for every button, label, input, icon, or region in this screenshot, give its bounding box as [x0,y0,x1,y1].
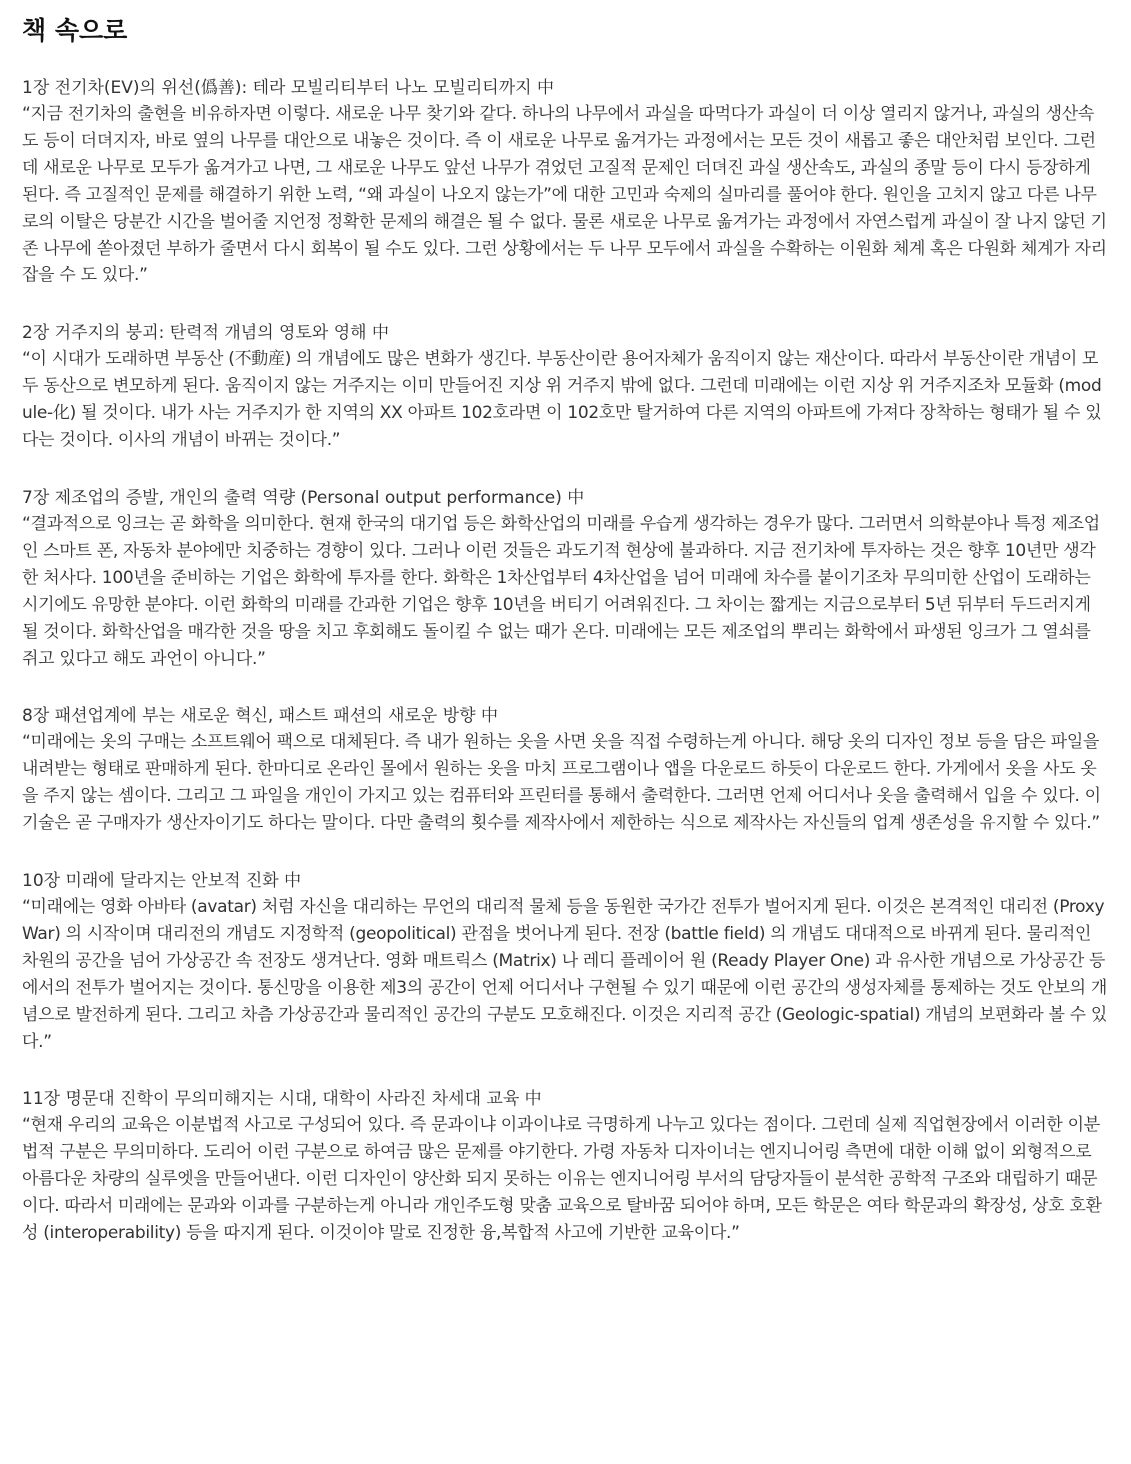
excerpt-quote: “미래에는 옷의 구매는 소프트웨어 팩으로 대체된다. 즉 내가 원하는 옷을 사면 옷을 직접 수령하는게 아니다. 해당 옷의 디자인 정보 등을 담은 파일을 내려받는 형태로 판매하게 된다. 한마디로 온라인 몰에서 원하는 옷을 마치 프로그램이나 앱을 다운로드 하듯이 다운로드 한다. 가게에서 옷을 사도 옷을 주지 않는 셈이다. 그리고 그 파일을 개인이 가지고 있는 컴퓨터와 프린터를 통해서 출력한다. 그러면 언제 어디서나 옷을 출력해서 입을 수 있다. 이 기술은 곧 구매자가 생산자이기도 하다는 말이다. 다만 출력의 횟수를 제작사에서 제한하는 식으로 제작사는 자신들의 업계 생존성을 유지할 수 있다.” [22,732,1101,834]
excerpt-heading: 8장 패션업계에 부는 새로운 혁신, 패스트 패션의 새로운 방향 中 [22,706,498,727]
excerpt-heading: 2장 거주지의 붕괴: 탄력적 개념의 영토와 영해 中 [22,323,389,344]
excerpt-chapter-8 [22,703,1109,837]
excerpt-chapter-7 [22,485,1109,672]
excerpt-quote: “미래에는 영화 아바타 (avatar) 처럼 자신을 대리하는 무언의 대리적 물체 등을 동원한 국가간 전투가 벌어지게 된다. 이것은 본격적인 대리전 (Proxy War) 의 시작이며 대리전의 개념도 지정학적 (geopolitical) 관점을 벗어나게 된다. 전장 (battle field) 의 개념도 대대적으로 바뀌게 된다. 물리적인 차원의 공간을 넘어 가상공간 속 전장도 생겨난다. 영화 매트릭스 (Matrix) 나 레디 플레이어 원 (Ready Player One) 과 유사한 개념으로 가상공간 등에서의 전투가 벌어지는 것이다. 통신망을 이용한 제3의 공간이 언제 어디서나 구현될 수 있기 때문에 이런 공간의 생성자체를 통제하는 것도 안보의 개념으로 발전하게 된다. 그리고 차츰 가상공간과 물리적인 공간의 구분도 모호해진다. 이것은 지리적 공간 (Geologic-spatial) 개념의 보편화라 볼 수 있다.” [22,897,1108,1052]
excerpt-chapter-11 [22,1086,1109,1247]
page-title: 책 속으로 [22,16,128,45]
excerpt-chapter-1 [22,75,1109,289]
excerpt-quote: “이 시대가 도래하면 부동산 (不動産) 의 개념에도 많은 변화가 생긴다. 부동산이란 용어자체가 움직이지 않는 재산이다. 따라서 부동산이란 개념이 모두 동산으로 변모하게 된다. 움직이지 않는 거주지는 이미 만들어진 지상 위 거주지 밖에 없다. 그런데 미래에는 이런 지상 위 거주지조차 모듈화 (module-化) 될 것이다. 내가 사는 거주지가 한 지역의 XX 아파트 102호라면 이 102호만 탈거하여 다른 지역의 아파트에 가져다 장착하는 형태가 될 수 있다는 것이다. 이사의 개념이 바뀌는 것이다.” [22,349,1102,451]
excerpt-quote: “지금 전기차의 출현을 비유하자면 이렇다. 새로운 나무 찾기와 같다. 하나의 나무에서 과실을 따먹다가 과실이 더 이상 열리지 않거나, 과실의 생산속도 등이 더뎌지자, 바로 옆의 나무를 대안으로 내놓은 것이다. 즉 이 새로운 나무로 옮겨가는 과정에서는 모든 것이 새롭고 좋은 대안처럼 보인다. 그런데 새로운 나무로 모두가 옮겨가고 나면, 그 새로운 나무도 앞선 나무가 겪었던 고질적 문제인 더뎌진 과실 생산속도, 과실의 종말 등이 다시 등장하게 된다. 즉 고질적인 문제를 해결하기 위한 노력, “왜 과실이 나오지 않는가”에 대한 고민과 숙제의 실마리를 풀어야 한다. 원인을 고치지 않고 다른 나무로의 이탈은 당분간 시간을 벌어줄 지언정 정확한 문제의 해결은 될 수 없다. 물론 새로운 나무로 옮겨가는 과정에서 자연스럽게 과실이 잘 나지 않던 기존 나무에 쏟아졌던 부하가 줄면서 다시 회복이 될 수도 있다. 그런 상황에서는 두 나무 모두에서 과실을 수확하는 이원화 체계 혹은 다원화 체계가 자리 잡을 수 도 있다.” [22,104,1107,286]
excerpt-heading: 11장 명문대 진학이 무의미해지는 시대, 대학이 사라진 차세대 교육 中 [22,1089,542,1110]
excerpt-heading: 7장 제조업의 증발, 개인의 출력 역량 (Personal output performance) 中 [22,487,585,508]
excerpt-chapter-10 [22,868,1109,1055]
excerpt-heading: 1장 전기차(EV)의 위선(僞善): 테라 모빌리티부터 나노 모빌리티까지 中 [22,78,554,98]
excerpt-quote: “현재 우리의 교육은 이분법적 사고로 구성되어 있다. 즉 문과이냐 이과이냐로 극명하게 나누고 있다는 점이다. 그런데 실제 직업현장에서 이러한 이분법적 구분은 무의미하다. 도리어 이런 구분으로 하여금 많은 문제를 야기한다. 가령 자동차 디자이너는 엔지니어링 측면에 대한 이해 없이 외형적으로 아름다운 차량의 실루엣을 만들어낸다. 이런 디자인이 양산화 되지 못하는 이유는 엔지니어링 부서의 담당자들이 분석한 공학적 구조와 대립하기 때문이다. 따라서 미래에는 문과와 이과를 구분하는게 아니라 개인주도형 맞춤 교육으로 탈바꿈 되어야 하며, 모든 학문은 여타 학문과의 확장성, 상호 호환성 (interoperability) 등을 따지게 된다. 이것이야 말로 진정한 융,복합적 사고에 기반한 교육이다.” [22,1115,1102,1244]
excerpt-heading: 10장 미래에 달라지는 안보적 진화 中 [22,871,302,892]
excerpt-chapter-2 [22,320,1109,454]
excerpt-quote: “결과적으로 잉크는 곧 화학을 의미한다. 현재 한국의 대기업 등은 화학산업의 미래를 우습게 생각하는 경우가 많다. 그러면서 의학분야나 특정 제조업인 스마트 폰, 자동차 분야에만 치중하는 경향이 있다. 그러나 이런 것들은 과도기적 현상에 불과하다. 지금 전기차에 투자하는 것은 향후 10년만 생각한 처사다. 100년을 준비하는 기업은 화학에 투자를 한다. 화학은 1차산업부터 4차산업을 넘어 미래에 차수를 붙이기조차 무의미한 산업이 도래하는 시기에도 유망한 분야다. 이런 화학의 미래를 간과한 기업은 향후 10년을 버티기 어려워진다. 그 차이는 짧게는 지금으로부터 5년 뒤부터 두드러지게 될 것이다. 화학산업을 매각한 것을 땅을 치고 후회해도 돌이킬 수 없는 때가 온다. 미래에는 모든 제조업의 뿌리는 화학에서 파생된 잉크가 그 열쇠를 쥐고 있다고 해도 과언이 아니다.” [22,513,1100,669]
